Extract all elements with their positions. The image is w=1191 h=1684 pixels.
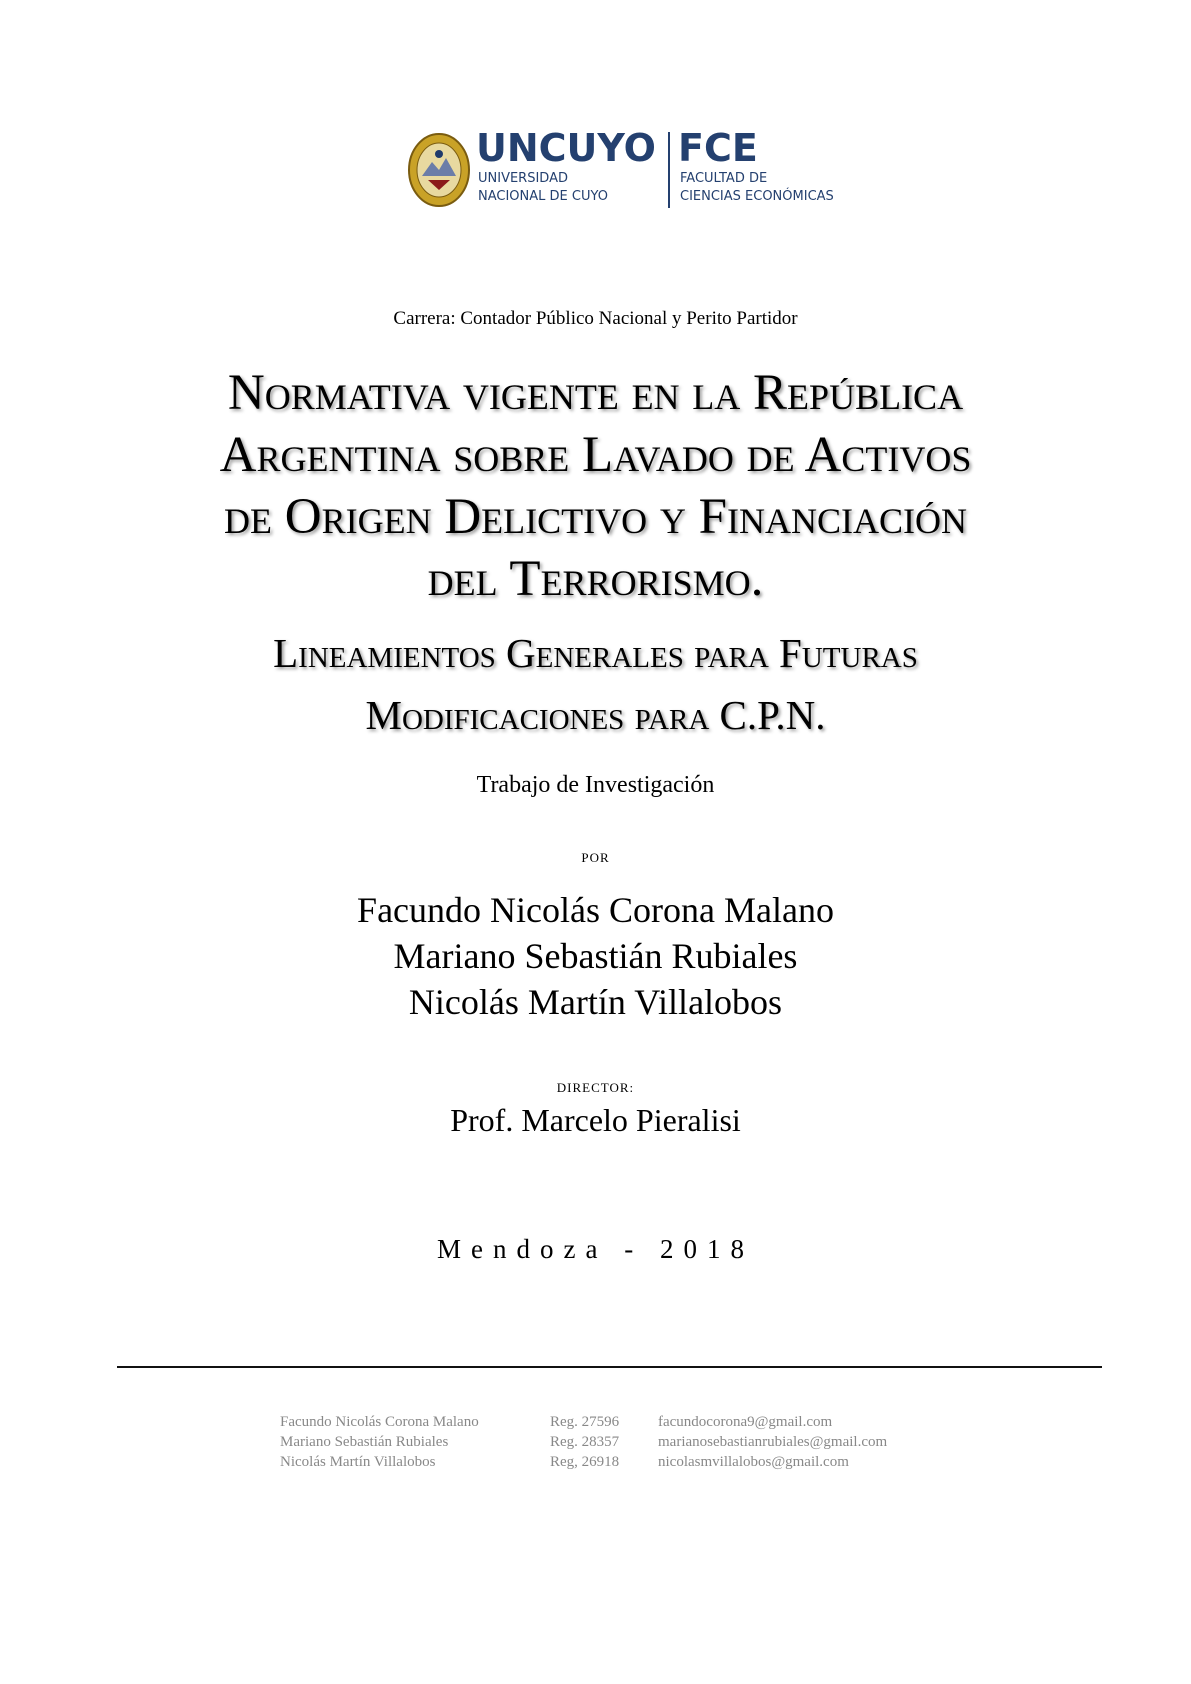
uncuyo-line-1: UNIVERSIDAD: [478, 171, 568, 186]
subtitle-line: Modificaciones para C.P.N.: [365, 692, 826, 738]
contact-name: Facundo Nicolás Corona Malano: [280, 1414, 479, 1430]
fce-logo-name: FCE: [678, 126, 758, 170]
director-label: DIRECTOR:: [556, 1080, 635, 1095]
institution-logos: [408, 128, 848, 208]
footer-divider: [117, 1366, 1102, 1368]
contact-reg: Reg, 26918: [550, 1454, 620, 1470]
uncuyo-line-2: NACIONAL DE CUYO: [478, 189, 608, 204]
contact-reg: Reg. 27596: [550, 1414, 620, 1430]
uncuyo-logo-subtitle: [478, 170, 608, 206]
por-label: POR: [581, 850, 610, 865]
logo-divider: [668, 132, 670, 208]
author-name: Nicolás Martín Villalobos: [408, 982, 783, 1022]
author-name: Facundo Nicolás Corona Malano: [357, 890, 834, 930]
author-list: [0, 887, 1191, 1025]
subtitle-line: Lineamientos Generales para Futuras: [273, 630, 918, 676]
document-subtitle: [0, 622, 1191, 746]
contact-row: [280, 1432, 980, 1452]
contact-name: Mariano Sebastián Rubiales: [280, 1434, 449, 1450]
title-line: Argentina sobre Lavado de Activos: [219, 427, 972, 483]
document-title: [0, 362, 1191, 610]
work-type: Trabajo de Investigación: [476, 772, 715, 798]
title-line: del Terrorismo.: [427, 551, 764, 607]
director-name: Prof. Marcelo Pieralisi: [450, 1102, 741, 1138]
contact-name: Nicolás Martín Villalobos: [280, 1454, 436, 1470]
title-line: Normativa vigente en la República: [227, 365, 964, 421]
contact-email: nicolasmvillalobos@gmail.com: [658, 1454, 849, 1470]
fce-line-1: FACULTAD DE: [680, 171, 768, 186]
contact-row: [280, 1452, 980, 1472]
fce-line-2: CIENCIAS ECONÓMICAS: [680, 189, 834, 204]
uncuyo-logo-name: UNCUYO: [476, 126, 656, 170]
contact-row: [280, 1412, 980, 1432]
title-line: de Origen Delictivo y Financiación: [224, 489, 967, 545]
fce-logo-subtitle: [680, 170, 834, 206]
contact-email: marianosebastianrubiales@gmail.com: [658, 1434, 888, 1450]
contact-reg: Reg. 28357: [550, 1434, 620, 1450]
author-contact-footer: [280, 1412, 980, 1472]
place-year: Mendoza - 2018: [437, 1234, 754, 1264]
career-line: Carrera: Contador Público Nacional y Perito Partidor: [393, 308, 798, 329]
university-seal-icon: [408, 132, 470, 208]
author-name: Mariano Sebastián Rubiales: [393, 936, 798, 976]
contact-email: facundocorona9@gmail.com: [658, 1414, 833, 1430]
